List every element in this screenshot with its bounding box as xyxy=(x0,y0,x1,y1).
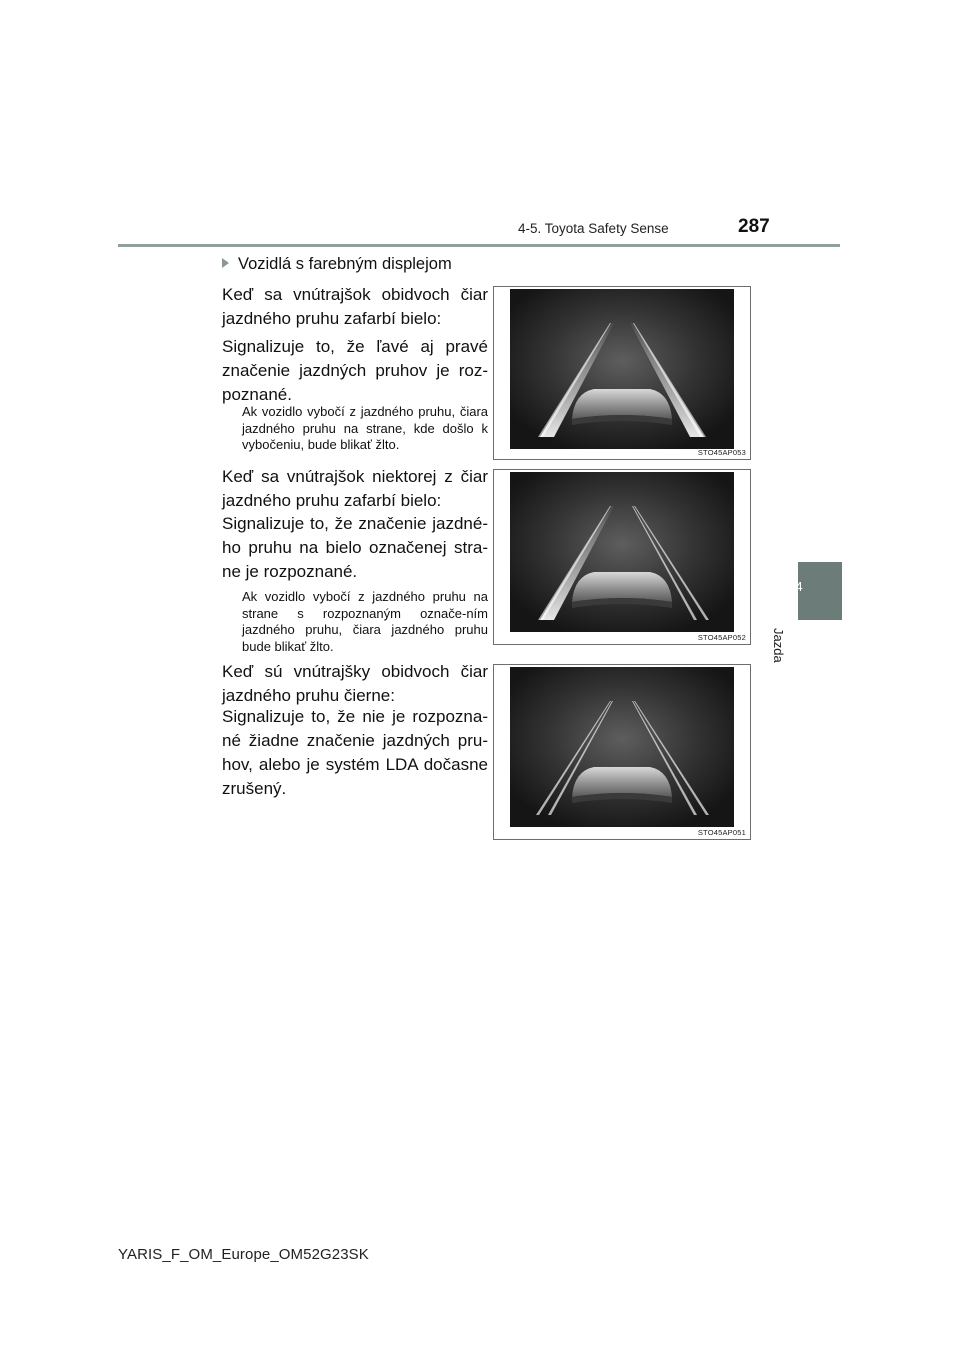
page-number: 287 xyxy=(738,216,770,237)
subheading-text: Vozidlá s farebným displejom xyxy=(238,255,452,273)
meaning-text-3: Signalizuje to, že nie je rozpozna-né žiadne značenie jazdných pru-hov, alebo je systém LDA dočasne zrušený. xyxy=(222,707,488,798)
meaning-text-1: Signalizuje to, že ľavé aj pravé značenie jazdných pruhov je roz-poznané. xyxy=(222,337,488,404)
vehicle-icon xyxy=(572,389,672,419)
subheading xyxy=(222,255,452,274)
section-title: 4-5. Toyota Safety Sense xyxy=(518,221,669,236)
document-footer: YARIS_F_OM_Europe_OM52G23SK xyxy=(118,1246,369,1263)
condition-text-2: Keď sa vnútrajšok niektorej z čiar jazdného pruhu zafarbí bielo: xyxy=(222,467,488,510)
figure-code: STO45AP051 xyxy=(697,828,746,837)
triangle-bullet-icon xyxy=(222,258,229,268)
chapter-label: Jazda xyxy=(771,628,786,663)
note-text-2: Ak vozidlo vybočí z jazdného pruhu na strane s rozpoznaným označe-ním jazdného pruhu, čiara jazdného pruhu bude blikať žlto. xyxy=(242,589,488,654)
note-text-1: Ak vozidlo vybočí z jazdného pruhu, čiara jazdného pruhu na strane, kde došlo k vybočeniu, bude blikať žlto. xyxy=(242,404,488,452)
figure-no-lanes xyxy=(493,664,751,840)
meaning-text-2: Signalizuje to, že značenie jazdné-ho pruhu na bielo označenej stra-ne je rozpoznané. xyxy=(222,514,488,581)
figure-code: STO45AP052 xyxy=(697,633,746,642)
lane-display-illustration xyxy=(510,472,734,632)
figure-code: STO45AP053 xyxy=(697,448,746,457)
condition-text-3: Keď sú vnútrajšky obidvoch čiar jazdného pruhu čierne: xyxy=(222,662,488,705)
header-divider xyxy=(118,244,840,247)
figure-one-lane-white xyxy=(493,469,751,645)
chapter-number: 4 xyxy=(795,579,803,594)
vehicle-icon xyxy=(572,767,672,797)
vehicle-icon xyxy=(572,572,672,602)
lane-display-illustration xyxy=(510,289,734,449)
lane-display-illustration xyxy=(510,667,734,827)
condition-text-1: Keď sa vnútrajšok obidvoch čiar jazdného pruhu zafarbí bielo: xyxy=(222,285,488,328)
figure-both-lanes-white xyxy=(493,286,751,460)
